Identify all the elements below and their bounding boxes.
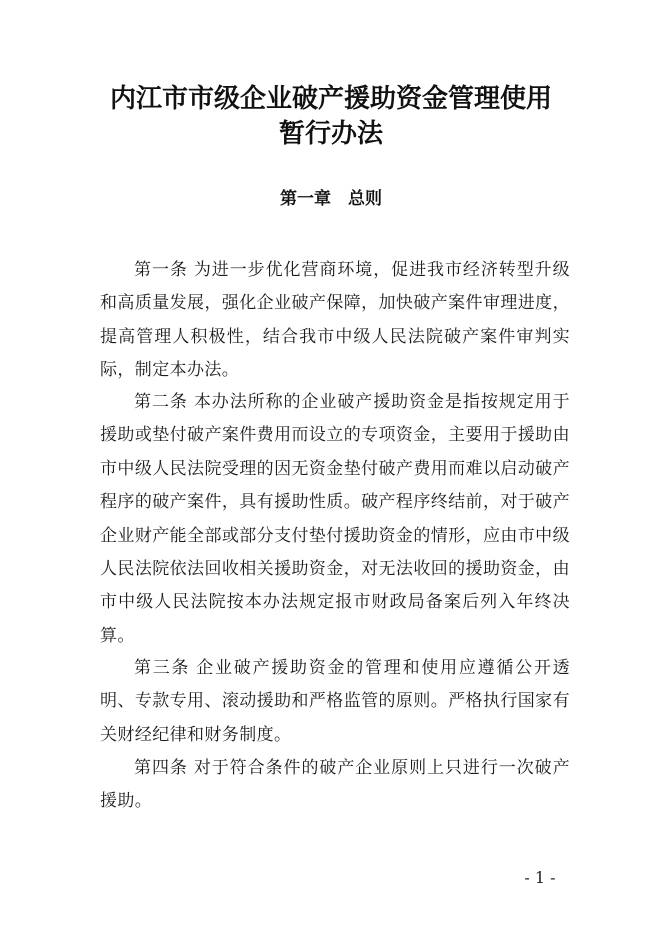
article-3-number: 第三条 bbox=[134, 658, 191, 678]
article-3-text: 企业破产援助资金的管理和使用应遵循公开透明、专款专用、滚动援助和严格监管的原则。严格执行国家有关财经纪律和财务制度。 bbox=[100, 658, 570, 745]
chapter-heading: 第一章 总则 bbox=[280, 189, 382, 209]
page-number: - 1 - bbox=[524, 868, 556, 887]
article-4-text: 对于符合条件的破产企业原则上只进行一次破产援助。 bbox=[100, 758, 571, 812]
article-4 bbox=[100, 752, 570, 819]
article-1-number: 第一条 bbox=[134, 260, 188, 280]
article-2-number: 第二条 bbox=[134, 392, 188, 412]
article-1-text: 为进一步优化营商环境，促进我市经济转型升级和高质量发展，强化企业破产保障，加快破产案件审理进度，提高管理人积极性，结合我市中级人民法院破产案件审判实际，制定本办法。 bbox=[100, 260, 571, 381]
article-3 bbox=[100, 652, 570, 752]
article-1 bbox=[100, 254, 570, 388]
article-4-number: 第四条 bbox=[134, 758, 188, 778]
document-title-line-1: 内江市市级企业破产援助资金管理使用 bbox=[109, 84, 552, 114]
document-title-line-2: 暂行办法 bbox=[278, 119, 383, 149]
article-2 bbox=[100, 386, 570, 653]
article-2-text: 本办法所称的企业破产援助资金是指按规定用于援助或垫付破产案件费用而设立的专项资金，主要用于援助由市中级人民法院受理的因无资金垫付破产费用而难以启动破产程序的破产案件，具有援助性质。破产程序终结前，对于破产企业财产能全部或部分支付垫付援助资金的情形，应由市中级人民法院依法回收相关援助资金，对无法收回的援助资金，由市中级人民法院按本办法规定报市财政局备案后列入年终决算。 bbox=[100, 392, 571, 646]
